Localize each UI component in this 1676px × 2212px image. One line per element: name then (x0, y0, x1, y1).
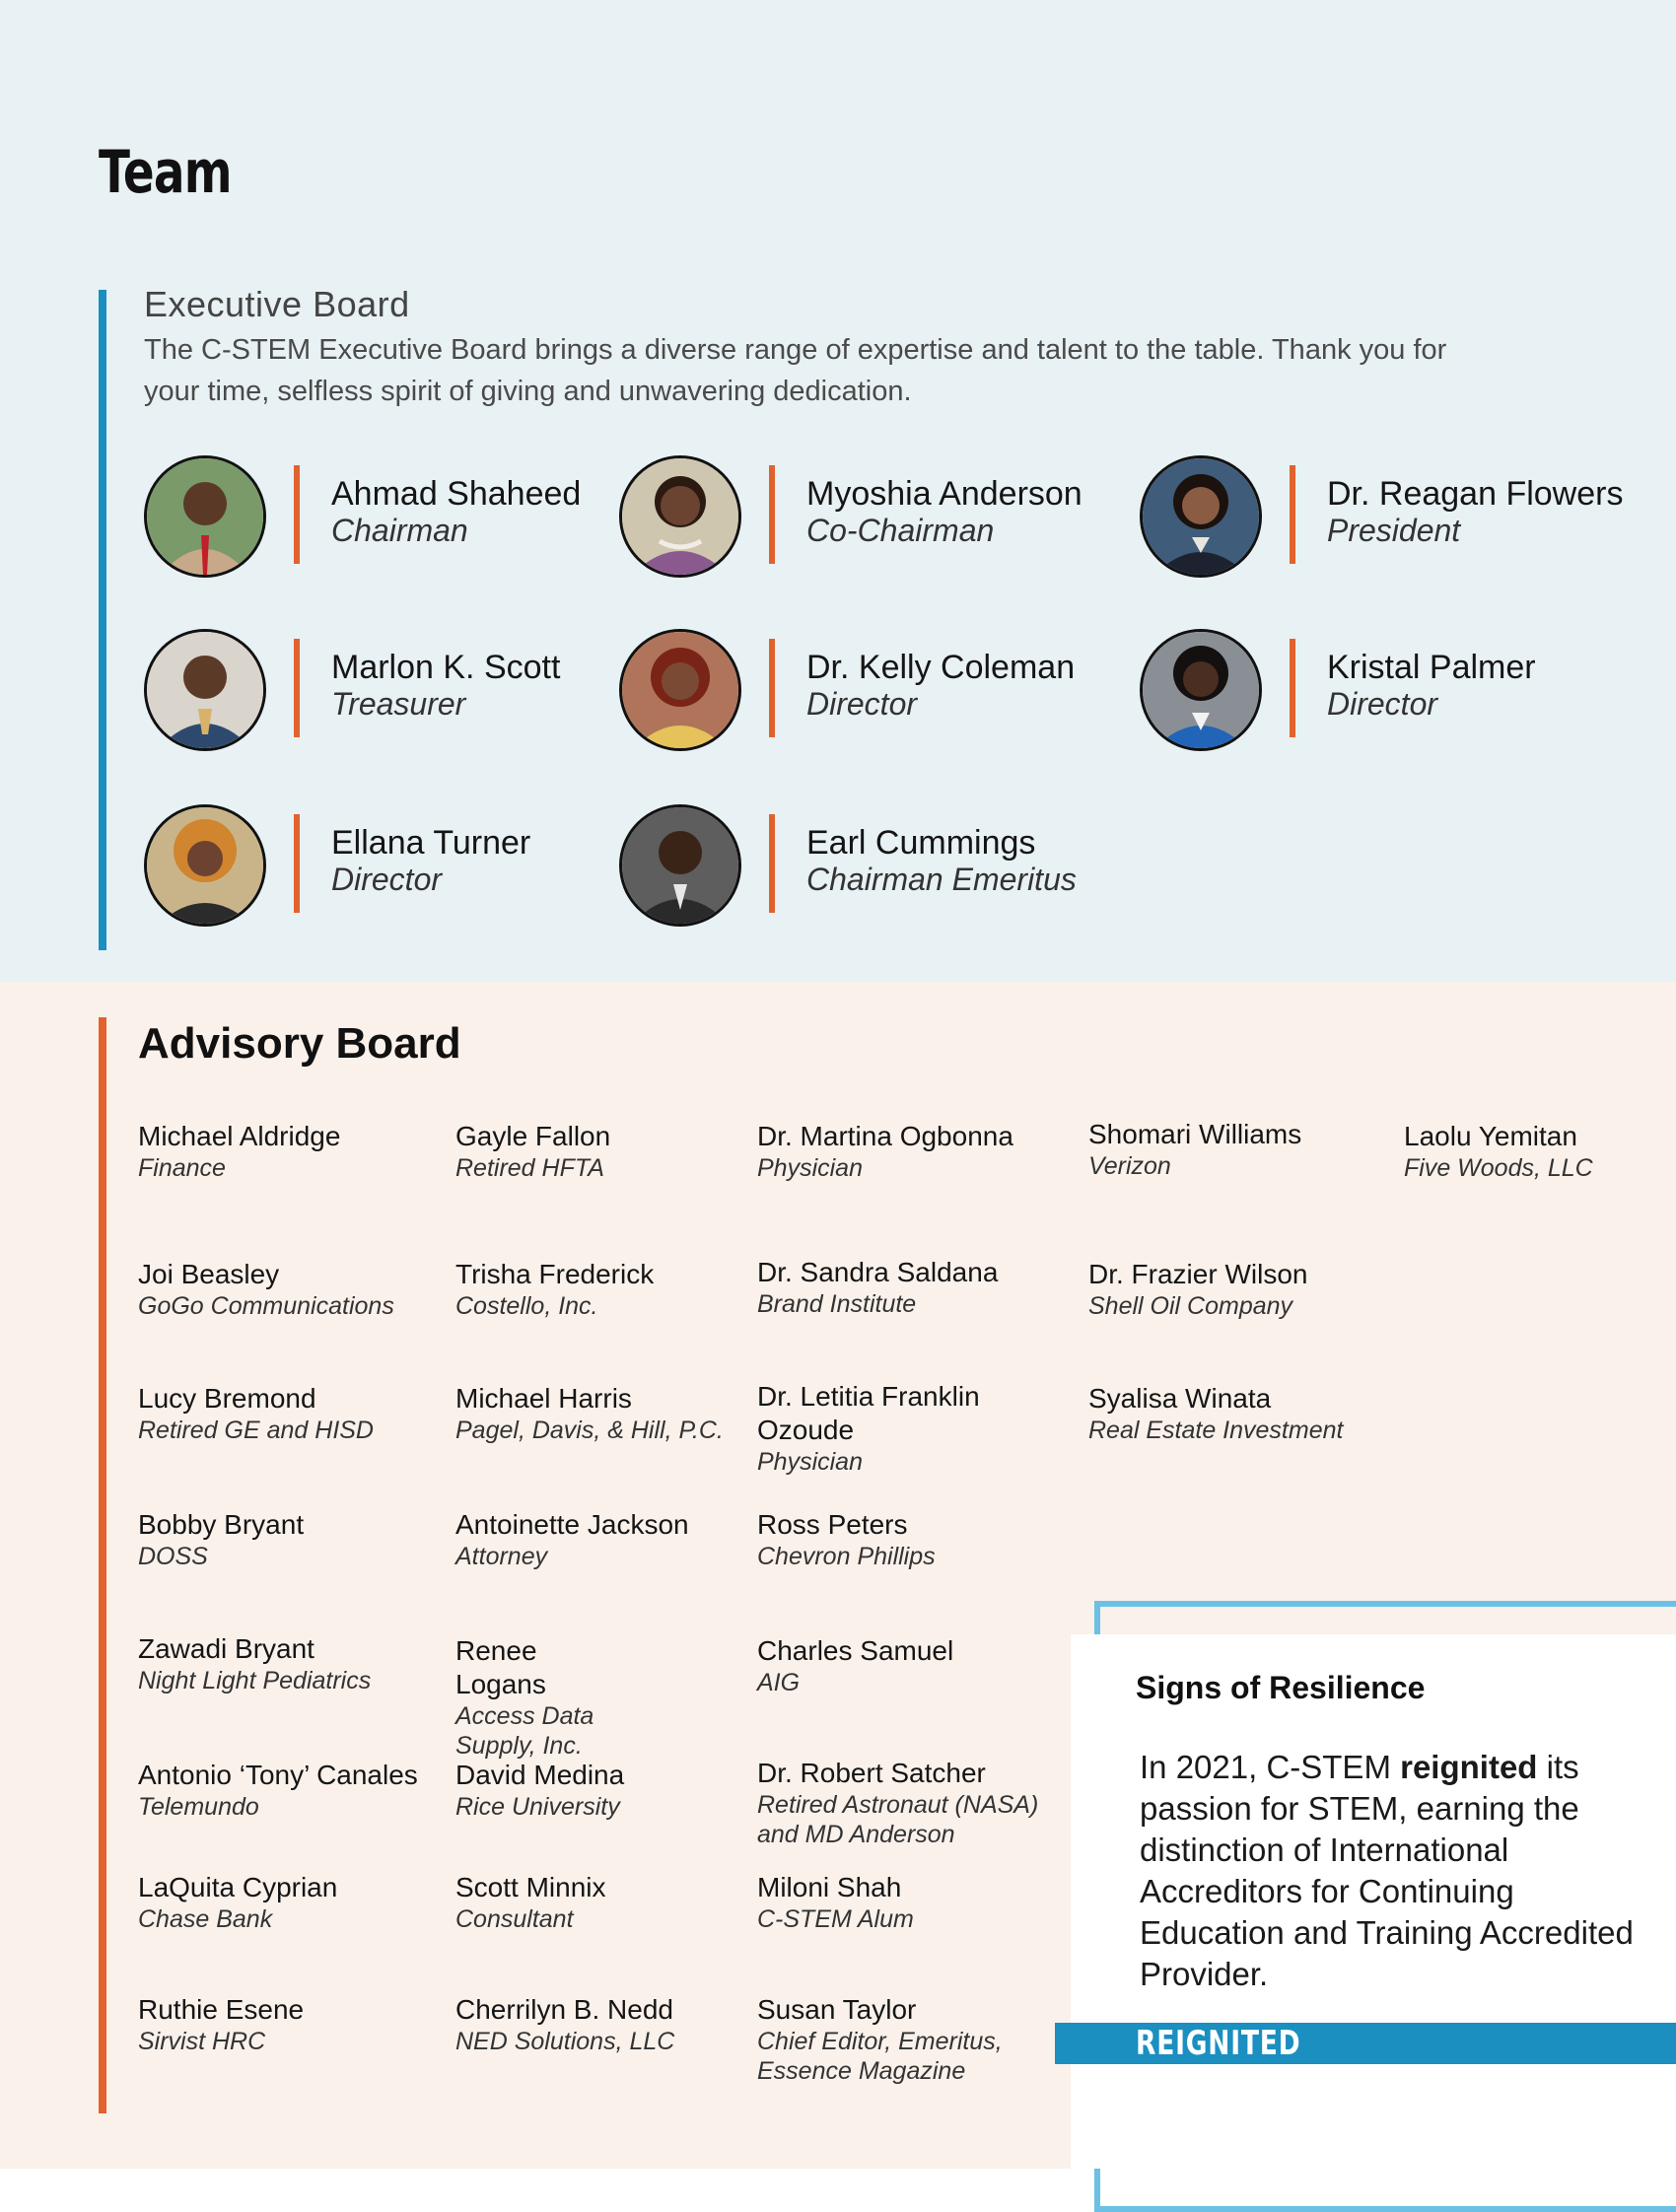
advisory-member-org: Physician (757, 1154, 863, 1182)
member-divider (1290, 465, 1295, 564)
member-role: Co-Chairman (806, 513, 995, 548)
advisory-member (138, 1382, 444, 1445)
advisory-member (757, 1256, 1063, 1319)
member-name: Ahmad Shaheed (331, 475, 582, 513)
advisory-member-org: Night Light Pediatrics (138, 1667, 372, 1694)
member-role: Chairman (331, 513, 468, 548)
avatar (144, 629, 266, 751)
advisory-member (455, 1120, 761, 1183)
advisory-member (138, 1120, 444, 1183)
advisory-board-accent-bar (99, 1017, 106, 2113)
advisory-member (455, 1871, 761, 1934)
advisory-member (138, 1632, 444, 1695)
callout-text (1140, 1747, 1642, 1995)
advisory-member-name: Scott Minnix (455, 1872, 606, 1902)
member-name: Dr. Kelly Coleman (806, 649, 1076, 686)
advisory-member-org: Physician (757, 1448, 863, 1476)
advisory-member (757, 1508, 1063, 1571)
advisory-member-name: Dr. Sandra Saldana (757, 1257, 999, 1287)
callout-text-emphasis: reignited (1400, 1749, 1538, 1785)
advisory-member-org: Real Estate Investment (1088, 1417, 1344, 1444)
advisory-member-org: Access Data Supply, Inc. (455, 1702, 594, 1760)
member-name: Myoshia Anderson (806, 475, 1082, 513)
member-role: President (1327, 513, 1461, 548)
advisory-member-name: Renee Logans (455, 1635, 546, 1699)
member-name: Ellana Turner (331, 824, 531, 862)
advisory-member-org: Chase Bank (138, 1905, 273, 1933)
member-role: Director (806, 686, 918, 722)
advisory-member-name: Dr. Letitia Franklin Ozoude (757, 1381, 980, 1445)
page-title: Team (99, 138, 232, 207)
advisory-member (138, 1993, 444, 2056)
advisory-member-org: Chief Editor, Emeritus, Essence Magazine (757, 2028, 1003, 2085)
avatar (144, 804, 266, 927)
advisory-member-org: C-STEM Alum (757, 1905, 914, 1933)
advisory-member-org: Rice University (455, 1793, 620, 1821)
advisory-member (455, 1993, 761, 2056)
advisory-member-name: Miloni Shah (757, 1872, 902, 1902)
advisory-member-name: Ruthie Esene (138, 1994, 305, 2025)
member-divider (769, 639, 775, 737)
advisory-member (757, 1634, 1063, 1697)
advisory-member (1404, 1120, 1670, 1183)
advisory-member-name: Lucy Bremond (138, 1383, 316, 1414)
advisory-member-name: Shomari Williams (1088, 1119, 1302, 1149)
advisory-member-name: Ross Peters (757, 1509, 908, 1540)
advisory-member-org: GoGo Communications (138, 1292, 394, 1320)
advisory-member (757, 1757, 1053, 1849)
advisory-member-name: Laolu Yemitan (1404, 1121, 1577, 1151)
member-name: Marlon K. Scott (331, 649, 561, 686)
advisory-member-name: Cherrilyn B. Nedd (455, 1994, 673, 2025)
advisory-member (455, 1258, 761, 1321)
advisory-member (455, 1759, 761, 1822)
advisory-member (455, 1382, 751, 1445)
member-divider (769, 814, 775, 913)
advisory-member-name: Antonio ‘Tony’ Canales (138, 1760, 418, 1790)
advisory-member-org: Attorney (455, 1543, 548, 1570)
advisory-member (138, 1871, 444, 1934)
advisory-member (757, 1993, 1023, 2086)
advisory-member-org: Sirvist HRC (138, 2028, 266, 2055)
advisory-member-name: Dr. Martina Ogbonna (757, 1121, 1013, 1151)
advisory-member (757, 1120, 1063, 1183)
advisory-member (1088, 1118, 1394, 1181)
avatar (144, 455, 266, 578)
advisory-member-name: Bobby Bryant (138, 1509, 305, 1540)
advisory-member (455, 1634, 633, 1761)
member-divider (294, 639, 300, 737)
advisory-member-org: Pagel, Davis, & Hill, P.C. (455, 1417, 724, 1444)
advisory-member-name: Michael Harris (455, 1383, 632, 1414)
member-role: Chairman Emeritus (806, 862, 1077, 897)
advisory-member-name: Antoinette Jackson (455, 1509, 689, 1540)
advisory-member-name: David Medina (455, 1760, 625, 1790)
member-name: Earl Cummings (806, 824, 1036, 862)
avatar (619, 629, 741, 751)
member-divider (294, 465, 300, 564)
advisory-member-name: Susan Taylor (757, 1994, 917, 2025)
advisory-member-name: Charles Samuel (757, 1635, 954, 1666)
callout-title: Signs of Resilience (1136, 1670, 1426, 1705)
member-role: Treasurer (331, 686, 466, 722)
advisory-member (1088, 1382, 1394, 1445)
avatar (619, 804, 741, 927)
advisory-member-name: Joi Beasley (138, 1259, 280, 1289)
member-name: Dr. Reagan Flowers (1327, 475, 1624, 513)
advisory-member-org: Chevron Phillips (757, 1543, 936, 1570)
advisory-member (138, 1759, 444, 1822)
advisory-member-org: Verizon (1088, 1152, 1171, 1180)
advisory-member-org: Retired Astronaut (NASA) and MD Anderson (757, 1791, 1039, 1848)
advisory-member (455, 1508, 761, 1571)
advisory-board-heading: Advisory Board (138, 1019, 461, 1068)
executive-board-heading: Executive Board (144, 284, 410, 324)
advisory-member-org: Finance (138, 1154, 226, 1182)
advisory-member-org: Retired HFTA (455, 1154, 604, 1182)
member-role: Director (331, 862, 443, 897)
advisory-member (138, 1508, 444, 1571)
advisory-member-name: Michael Aldridge (138, 1121, 341, 1151)
advisory-member-name: Syalisa Winata (1088, 1383, 1272, 1414)
avatar (1140, 455, 1262, 578)
advisory-member-org: Costello, Inc. (455, 1292, 598, 1320)
advisory-member-name: Dr. Robert Satcher (757, 1758, 986, 1788)
executive-board-intro: The C-STEM Executive Board brings a diverse range of expertise and talent to the table. Thank you for your time, selfless spirit of giving and unwavering dedication. (144, 334, 1447, 407)
advisory-member (757, 1871, 1063, 1934)
member-divider (769, 465, 775, 564)
member-divider (1290, 639, 1295, 737)
callout-band-label: REIGNITED (1136, 2024, 1301, 2063)
callout-text-end: its passion for STEM, earning the distinction of International Accreditors for Continuing Education and Training Accredited Provider. (1140, 1749, 1634, 1992)
advisory-member (138, 1258, 444, 1321)
avatar (1140, 629, 1262, 751)
advisory-member-org: Five Woods, LLC (1404, 1154, 1593, 1182)
advisory-member-name: Trisha Frederick (455, 1259, 655, 1289)
advisory-member-name: LaQuita Cyprian (138, 1872, 338, 1902)
executive-board-accent-bar (99, 290, 106, 950)
advisory-member-name: Gayle Fallon (455, 1121, 611, 1151)
advisory-member-name: Dr. Frazier Wilson (1088, 1259, 1308, 1289)
advisory-member (1088, 1258, 1394, 1321)
advisory-member-org: NED Solutions, LLC (455, 2028, 675, 2055)
advisory-member-org: Consultant (455, 1905, 574, 1933)
member-role: Director (1327, 686, 1438, 722)
avatar (619, 455, 741, 578)
advisory-member-org: Telemundo (138, 1793, 259, 1821)
advisory-member-name: Zawadi Bryant (138, 1633, 314, 1664)
advisory-member (757, 1380, 1043, 1477)
advisory-member-org: AIG (757, 1669, 801, 1696)
advisory-member-org: Brand Institute (757, 1290, 917, 1318)
callout-text-start: In 2021, C-STEM (1140, 1749, 1401, 1785)
advisory-member-org: DOSS (138, 1543, 208, 1570)
advisory-member-org: Retired GE and HISD (138, 1417, 374, 1444)
advisory-member-org: Shell Oil Company (1088, 1292, 1293, 1320)
member-name: Kristal Palmer (1327, 649, 1536, 686)
member-divider (294, 814, 300, 913)
